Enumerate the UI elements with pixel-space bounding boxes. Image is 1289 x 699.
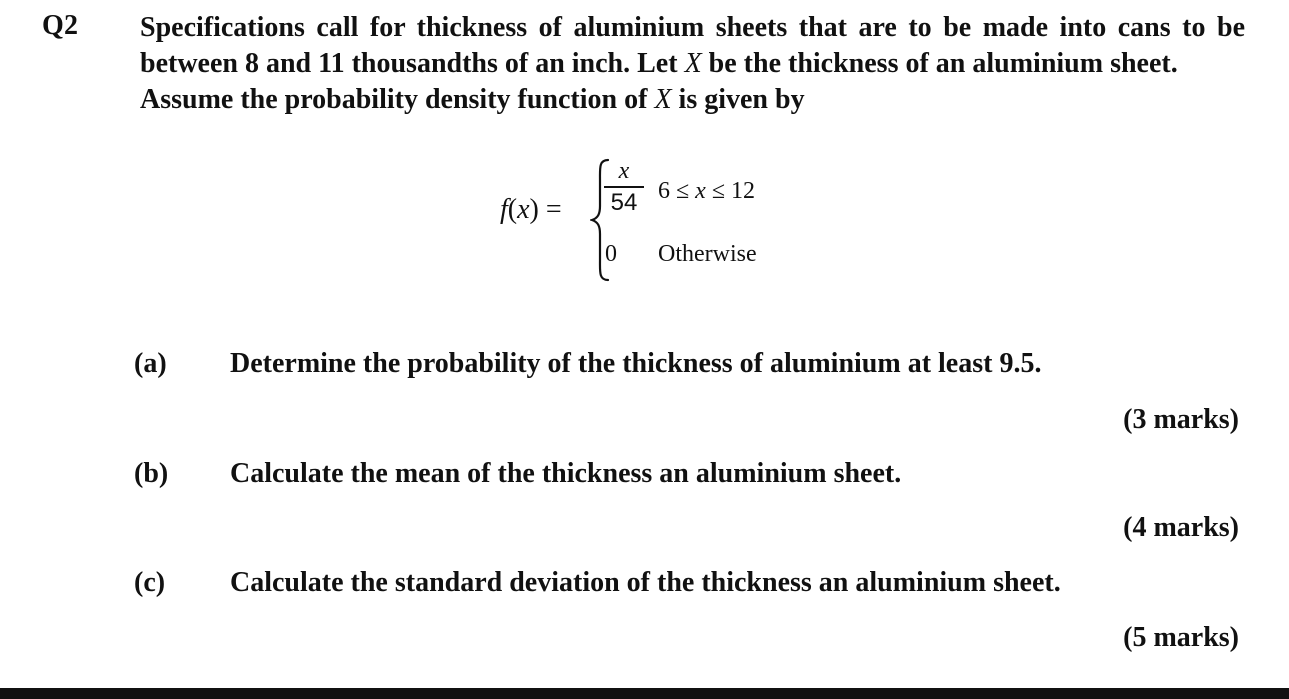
formula-close-equals: ) = — [529, 194, 562, 225]
part-a-marks: (3 marks) — [1123, 404, 1239, 435]
formula-f: f — [500, 194, 508, 225]
intro-line-2-text: between 8 and 11 thousandths of an inch. Let — [140, 48, 685, 79]
variable-x: X — [684, 48, 702, 79]
formula-open-paren: ( — [507, 194, 518, 225]
formula-lhs — [500, 194, 562, 226]
question-intro — [140, 10, 1245, 118]
part-c-marks: (5 marks) — [1123, 622, 1239, 653]
formula-x: x — [517, 194, 530, 225]
fraction-bar — [604, 186, 644, 188]
fraction — [604, 158, 644, 216]
intro-line-3-tail: is given by — [671, 84, 805, 115]
intro-line-1: Specifications call for thickness of aluminium sheets that are to be made into cans to be — [140, 12, 1245, 43]
zero-case: 0 — [605, 241, 617, 267]
condition-left: 6 ≤ — [658, 178, 696, 204]
pdf-formula — [500, 150, 800, 280]
part-c-label: (c) — [134, 567, 166, 598]
otherwise-case: Otherwise — [658, 241, 757, 267]
part-b-text: Calculate the mean of the thickness an aluminium sheet. — [230, 458, 902, 489]
condition-range — [658, 178, 755, 205]
part-b-label: (b) — [134, 458, 169, 489]
part-a-label: (a) — [134, 348, 167, 379]
part-a-text: Determine the probability of the thickness of aluminium at least 9.5. — [230, 348, 1042, 379]
intro-line-2-tail: be the thickness of an aluminium sheet. — [701, 48, 1178, 79]
condition-var: x — [695, 178, 706, 204]
fraction-denominator: 54 — [610, 189, 638, 216]
fraction-numerator: x — [618, 158, 630, 184]
part-c-text: Calculate the standard deviation of the thickness an aluminium sheet. — [230, 567, 1061, 598]
question-number: Q2 — [42, 10, 79, 41]
variable-x: X — [654, 84, 672, 115]
condition-right: ≤ 12 — [705, 178, 755, 204]
intro-line-3 — [140, 82, 1245, 118]
intro-line-3-text: Assume the probability density function of — [140, 84, 655, 115]
part-b-marks: (4 marks) — [1123, 512, 1239, 543]
intro-line-2 — [140, 46, 1245, 82]
bottom-border — [0, 688, 1289, 699]
